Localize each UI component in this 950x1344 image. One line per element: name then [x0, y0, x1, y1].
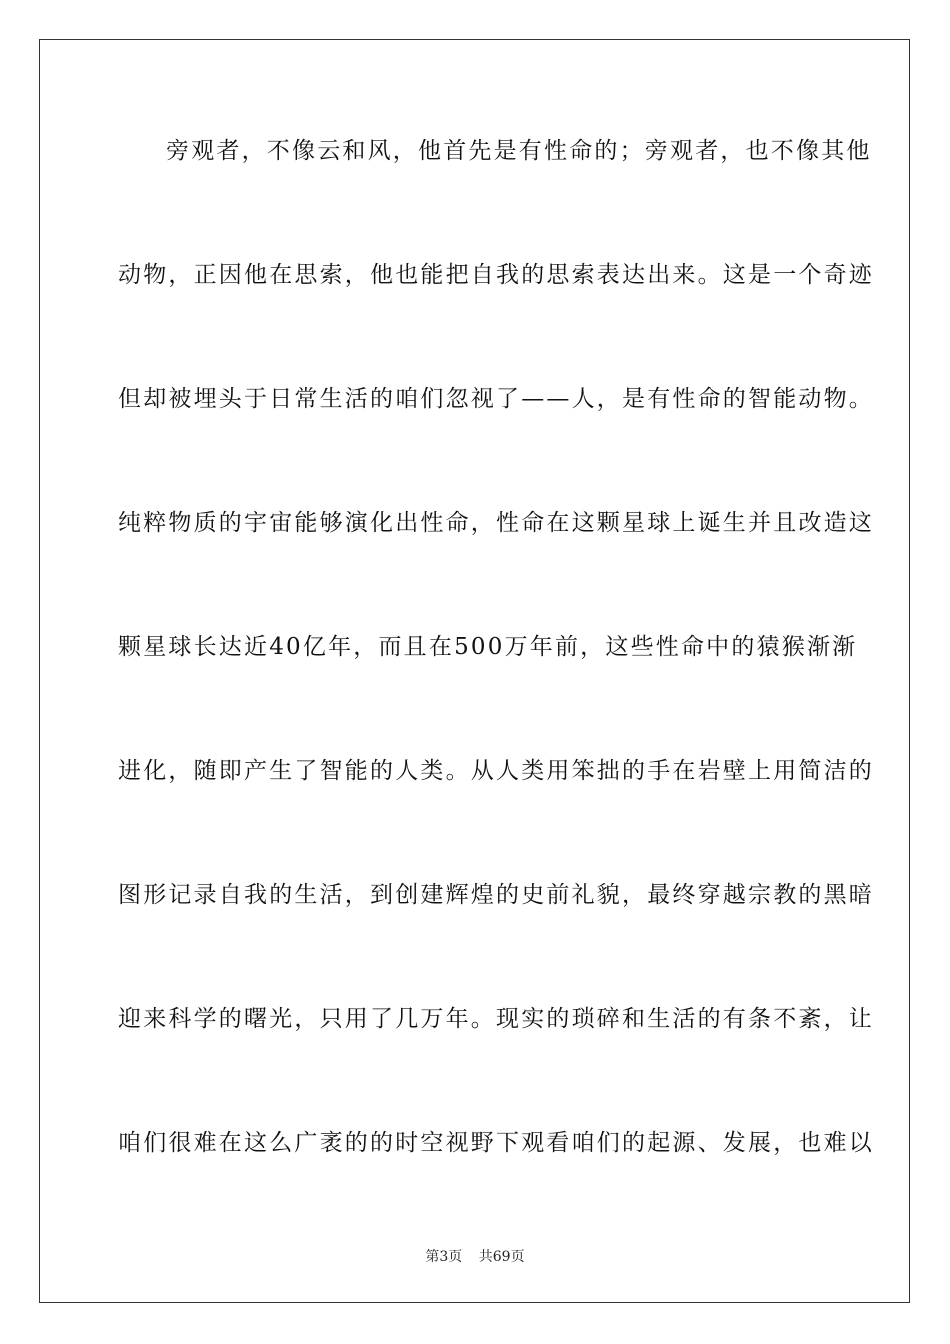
page-footer	[0, 1248, 950, 1266]
page-border	[39, 39, 910, 1303]
paragraph-line-9: 咱们很难在这么广袤的的时空视野下观看咱们的起源、发展，也难以	[118, 1130, 874, 1156]
paragraph-line-2: 动物，正因他在思索，他也能把自我的思索表达出来。这是一个奇迹	[118, 262, 874, 288]
paragraph-line-8: 迎来科学的曙光，只用了几万年。现实的琐碎和生活的有条不紊，让	[118, 1006, 874, 1032]
page-number: 第3页	[425, 1249, 463, 1265]
paragraph-line-6: 进化，随即产生了智能的人类。从人类用笨拙的手在岩壁上用简洁的	[118, 758, 874, 784]
page-total: 共69页	[478, 1249, 525, 1265]
paragraph-line-7: 图形记录自我的生活，到创建辉煌的史前礼貌，最终穿越宗教的黑暗	[118, 882, 874, 908]
paragraph-line-1: 旁观者，不像云和风，他首先是有性命的；旁观者，也不像其他	[166, 138, 872, 164]
paragraph-line-3: 但却被埋头于日常生活的咱们忽视了——人，是有性命的智能动物。	[118, 386, 874, 412]
paragraph-line-4: 纯粹物质的宇宙能够演化出性命，性命在这颗星球上诞生并且改造这	[118, 510, 874, 536]
paragraph-line-5: 颗星球长达近40亿年，而且在500万年前，这些性命中的猿猴渐渐	[118, 634, 858, 660]
